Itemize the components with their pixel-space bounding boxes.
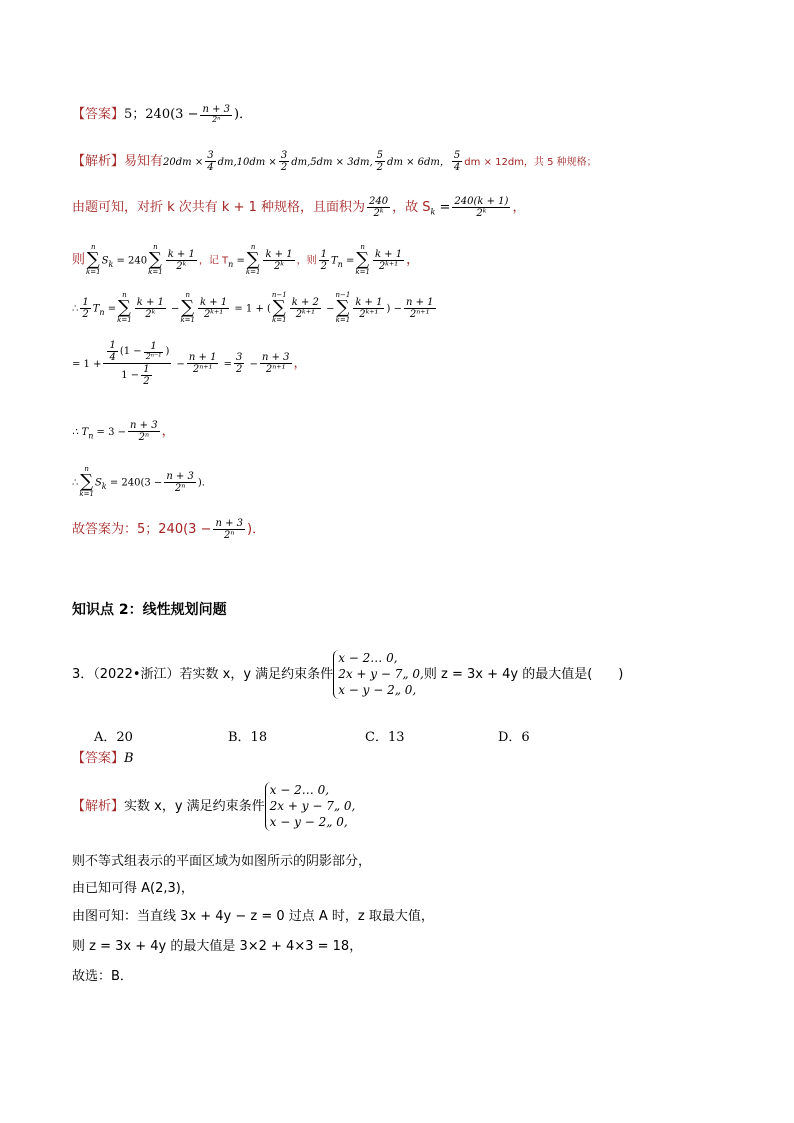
- dim-expr-1: 20dm ×: [163, 157, 204, 168]
- dim-expr-2: dm,10dm ×: [217, 157, 277, 168]
- answer-text: 5；240(3 −: [124, 106, 199, 122]
- line-5: [72, 340, 307, 387]
- line-4: [72, 292, 438, 324]
- line4-half: $\frac{1}{2}$: [82, 296, 89, 320]
- line5-end: ，: [293, 356, 307, 371]
- option-b[interactable]: B．18: [228, 730, 268, 745]
- analysis-3: [72, 782, 355, 831]
- complex-fraction: $\frac{1}{4}$ (1 − $\frac{1}{\text{2ⁿ⁻¹}}$ ) 1 − $\frac{1}{2}$: [103, 340, 171, 387]
- analysis-tag: 【解析】: [72, 154, 125, 169]
- line6-end: ，: [161, 424, 175, 439]
- line4-minus2: −: [322, 303, 335, 315]
- line5-minus2: −: [246, 359, 258, 370]
- option-c[interactable]: C．13: [365, 730, 405, 745]
- line3-subn: n: [228, 260, 234, 270]
- line2-text: 由题可知，对折 k 次共有 k + 1 种规格，且面积为: [72, 200, 366, 215]
- line4-frac-3: $\frac{k + 2}{\text{2ᵏ⁺¹}}$: [291, 296, 319, 320]
- therefore-symbol: ∴: [72, 303, 79, 315]
- option-d[interactable]: D．6: [498, 730, 530, 745]
- line3-end: ，: [406, 252, 420, 268]
- sk-fraction: $\frac{240(k + 1)}{\text{2ᵏ}}$: [454, 196, 509, 219]
- line3-eq: =: [233, 255, 245, 267]
- dim-frac-2: $\frac{3}{2}$: [280, 150, 288, 173]
- analysis-1: [72, 150, 597, 173]
- line4-frac-5: $\frac{n + 1}{\text{2ⁿ⁺¹}}$: [405, 296, 434, 320]
- analysis3-constraints: x − 2… 0, 2x + y − 7„ 0, x − y − 2„ 0,: [265, 782, 356, 831]
- sum-sign-2: n ∑ k=1: [148, 243, 163, 276]
- line6-sub: n: [88, 431, 94, 441]
- line5-eq: =: [220, 359, 233, 370]
- dim-frac-4: $\frac{5}{4}$: [453, 150, 461, 173]
- line6-frac: $\frac{n + 3}{\text{2ⁿ}}$: [130, 420, 158, 443]
- line2-sub: k: [430, 207, 436, 217]
- final-answer-frac: $\frac{n + 3}{\text{2ⁿ}}$: [215, 518, 243, 541]
- dim-frac-1: $\frac{3}{4}$: [207, 150, 214, 173]
- analysis3-line3: 由图可知：当直线 3x + 4y − z = 0 过点 A 时，z 取最大值，: [72, 909, 434, 924]
- final-answer: 故答案为：5；240(3 −: [72, 522, 212, 537]
- sum-sign-1: n ∑ k=1: [86, 243, 101, 276]
- line3-s: S: [101, 255, 109, 267]
- line-2: [72, 196, 525, 219]
- analysis-intro: 易知有: [124, 154, 164, 169]
- line4-close: ) −: [386, 303, 402, 315]
- line4-minus: −: [167, 303, 180, 315]
- option-a[interactable]: A．20: [94, 730, 133, 745]
- line3-frac-2: $\frac{k + 1}{\text{2ᵏ}}$: [265, 248, 293, 272]
- dim-expr-3: dm,5dm × 3dm,: [291, 157, 373, 168]
- sum-sign-5: n ∑ k=1: [117, 291, 132, 324]
- analysis3-line1: 则不等式组表示的平面区域为如图所示的阴影部分，: [72, 854, 372, 869]
- answer3-text: B: [124, 751, 134, 766]
- line7-eq: = 240(3 −: [106, 477, 163, 489]
- line3-subn2: n: [337, 260, 343, 270]
- line4-eq: =: [104, 303, 117, 315]
- line3-frac-1: $\frac{k + 1}{\text{2ᵏ}}$: [167, 248, 195, 272]
- line6-eq: = 3 −: [93, 427, 127, 438]
- line7-therefore: ∴: [72, 477, 79, 489]
- final-answer-end: )．: [247, 522, 266, 537]
- answer-tail: )．: [234, 106, 253, 122]
- constraint-system: x − 2… 0, 2x + y − 7„ 0, x − y − 2„ 0,: [333, 650, 424, 699]
- line5-frac-3: $\frac{n + 3}{\text{2ⁿ⁺¹}}$: [261, 352, 290, 375]
- line4-t: T: [92, 303, 100, 315]
- line4-sub: n: [99, 308, 105, 318]
- answer-3: [72, 752, 134, 765]
- line5-frac-2: $\frac{3}{2}$: [236, 352, 243, 375]
- line3-eq2: =: [342, 255, 355, 267]
- line-8: [72, 518, 265, 541]
- line-3: [72, 244, 419, 276]
- sum-sign-3: n ∑ k=1: [245, 243, 261, 276]
- question-3: [72, 650, 623, 699]
- line-7: [72, 466, 212, 498]
- analysis3-line2: 由已知可得 A(2,3)，: [72, 881, 194, 896]
- analysis3-line5: 故选：B．: [72, 969, 133, 984]
- line2-eq: =: [435, 200, 451, 215]
- dim-expr-4: dm × 6dm，: [387, 157, 450, 168]
- line4-frac-2: $\frac{k + 1}{\text{2ᵏ⁺¹}}$: [200, 296, 228, 320]
- answer-fraction: $\frac{n + 3}{\text{2ⁿ}}$: [202, 104, 231, 124]
- line3-240: = 240: [113, 255, 148, 267]
- question-prefix: 3．（2022•浙江）若实数 x，y 满足约束条件: [72, 666, 334, 682]
- line3-t: T: [330, 255, 338, 267]
- line4-one-plus: = 1 + (: [231, 303, 271, 315]
- sum-sign-9: n ∑ k=1: [79, 465, 94, 498]
- sum-sign-4: n ∑ k=1: [355, 243, 370, 276]
- line3-half: $\frac{1}{2}$: [320, 248, 327, 272]
- analysis3-line4: 则 z = 3x + 4y 的最大值是 3×2 + 4×3 = 18，: [72, 939, 363, 954]
- line5-minus: −: [173, 359, 185, 370]
- line7-end: )．: [197, 477, 212, 489]
- line-6: [72, 420, 175, 443]
- dim-frac-3: $\frac{5}{2}$: [376, 150, 384, 173]
- line3-then: 则: [72, 252, 86, 268]
- line2-end: ，: [512, 200, 526, 215]
- line5-start: = 1 +: [72, 359, 102, 370]
- line7-sub: k: [101, 482, 107, 492]
- answer-tag: 【答案】: [72, 106, 125, 122]
- analysis3-intro: 实数 x，y 满足约束条件: [124, 798, 265, 814]
- sum-sign-7: n−1 ∑ k=1: [271, 291, 287, 324]
- line7-s: S: [94, 477, 102, 489]
- dim-expr-5: dm × 12dm，共 5 种规格；: [464, 157, 597, 168]
- line3-then2: ，则: [296, 255, 317, 267]
- answer-1: [72, 104, 252, 125]
- sum-sign-8: n−1 ∑ k=1: [335, 291, 351, 324]
- line2-text-b: ，故 S: [392, 200, 431, 215]
- line3-note: ，记 T: [198, 255, 229, 267]
- analysis3-tag: 【解析】: [72, 798, 125, 814]
- area-fraction: $\frac{240}{\text{2ᵏ}}$: [369, 196, 389, 219]
- question-suffix: 则 z = 3x + 4y 的最大值是( ): [423, 666, 624, 682]
- sum-sign-6: n ∑ k=1: [180, 291, 195, 324]
- line3-sub: k: [108, 260, 114, 270]
- line4-frac-4: $\frac{k + 1}{\text{2ᵏ⁺¹}}$: [355, 296, 383, 320]
- line3-frac-3: $\frac{k + 1}{\text{2ᵏ⁺¹}}$: [374, 248, 403, 272]
- line6-t: ∴ T: [72, 427, 89, 438]
- section-heading: 知识点 2：线性规划问题: [72, 602, 227, 618]
- answer3-tag: 【答案】: [72, 751, 125, 766]
- line5-frac-1: $\frac{n + 1}{\text{2ⁿ⁺¹}}$: [188, 352, 217, 375]
- line7-frac: $\frac{n + 3}{\text{2ⁿ}}$: [166, 470, 194, 494]
- line4-frac-1: $\frac{k + 1}{\text{2ᵏ}}$: [136, 296, 164, 320]
